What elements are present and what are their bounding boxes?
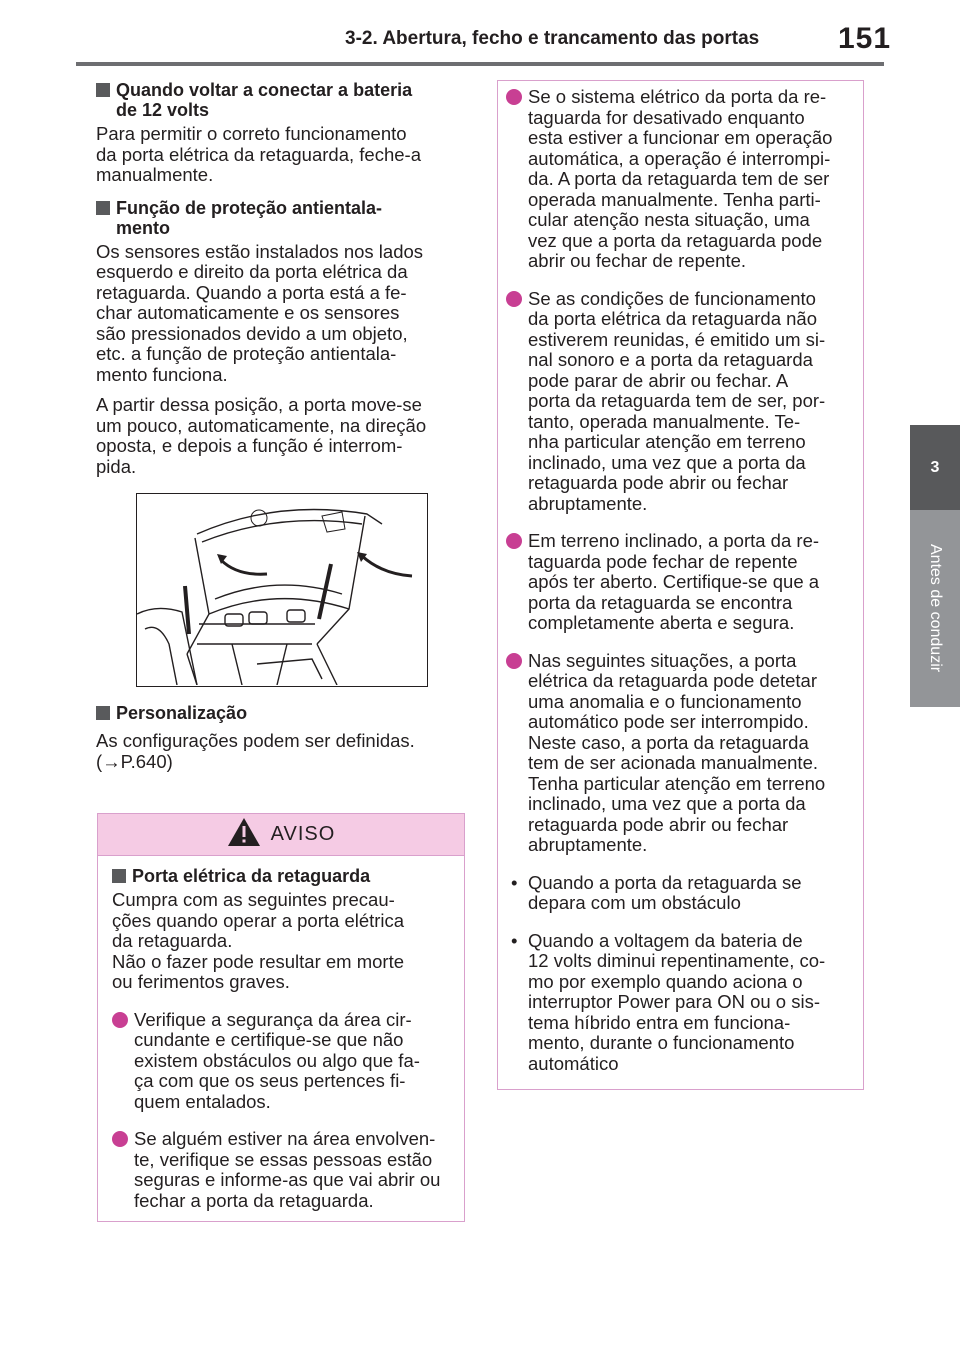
- dash-marker: •: [511, 929, 518, 951]
- text-line: tem de ser acionada manualmente.: [528, 752, 819, 773]
- text-line: Personalização: [116, 703, 248, 723]
- text-line: As configurações podem ser definidas.: [96, 730, 415, 751]
- text-line: depara com um obstáculo: [528, 892, 741, 913]
- text-line: da. A porta da retaguarda tem de ser: [528, 168, 830, 189]
- page-number: 151: [838, 22, 892, 55]
- text-line: nal sonoro e a porta da retaguarda: [528, 349, 813, 370]
- magenta-dot-icon: [112, 1131, 128, 1147]
- warning-intro: [112, 890, 452, 993]
- warning-subheading-text: Porta elétrica da retaguarda: [132, 866, 371, 886]
- warning-dash-item: [506, 873, 853, 914]
- text-line: Tenha particular atenção em terreno: [528, 772, 826, 794]
- text-line: pode parar de abrir ou fechar. A: [528, 369, 789, 391]
- subheading-battery: [96, 80, 468, 120]
- text-line: ou ferimentos graves.: [112, 971, 290, 992]
- text-line: pida.: [96, 455, 137, 477]
- text-line: da porta elétrica da retaguarda, feche-a: [96, 143, 421, 165]
- text-line: quem entalados.: [134, 1090, 271, 1112]
- square-bullet-icon: [96, 83, 110, 97]
- text-line: Se alguém estiver na área envolven-: [134, 1128, 436, 1149]
- magenta-dot-icon: [506, 653, 522, 669]
- text-line: operada manualmente. Tenha parti-: [528, 188, 821, 210]
- text-line: completamente aberta e segura.: [528, 612, 795, 633]
- text-line: etc. a função de proteção antientala-: [96, 343, 397, 364]
- text-line: interruptor Power para ON ou o sis-: [528, 991, 821, 1012]
- text-line: mento, durante o funcionamento: [528, 1032, 795, 1053]
- text-line: retaguarda pode abrir ou fechar: [528, 472, 789, 493]
- text-line: Em terreno inclinado, a porta da re-: [528, 530, 820, 551]
- paragraph-antipinch-reverse: [96, 395, 468, 477]
- text-line: char automaticamente e os sensores: [96, 302, 400, 323]
- warning-subheading: [112, 866, 452, 886]
- text-line: oposta, e depois a função é interrom-: [96, 435, 403, 456]
- text-line: automático: [528, 1052, 619, 1074]
- text-line: Nas seguintes situações, a porta: [528, 649, 797, 671]
- chapter-tab-label: Antes de conduzir: [927, 544, 944, 673]
- text-line: Cumpra com as seguintes precau-: [112, 889, 395, 910]
- text-line: fechar a porta da retaguarda.: [134, 1189, 374, 1211]
- text-line: 12 volts diminui repentinamente, co-: [528, 950, 826, 971]
- text-line: um pouco, automaticamente, na direção: [96, 414, 427, 436]
- text-line: existem obstáculos ou algo que fa-: [134, 1049, 420, 1071]
- subheading-antipinch: [96, 198, 468, 238]
- text-line: Se as condições de funcionamento: [528, 287, 816, 309]
- warning-triangle-icon: [227, 817, 261, 852]
- header-rule: [76, 62, 884, 66]
- text-line: taguarda pode fechar de repente: [528, 550, 798, 572]
- text-line: uma anomalia e o funcionamento: [528, 690, 802, 712]
- magenta-dot-icon: [506, 291, 522, 307]
- warning-bullet: [112, 1129, 452, 1211]
- tailgate-illustration: [136, 493, 428, 687]
- text-line: Quando a voltagem da bateria de: [528, 929, 803, 951]
- warning-dash-item: [506, 931, 853, 1075]
- text-line: Quando voltar a conectar a bateria: [116, 80, 413, 100]
- text-line: manualmente.: [96, 164, 214, 185]
- warning-body: [98, 856, 464, 1211]
- page-reference-link[interactable]: (→P.640): [96, 750, 173, 772]
- text-line: esquerdo e direito da porta elétrica da: [96, 261, 408, 282]
- text-line: inclinado, uma vez que a porta da: [528, 451, 806, 473]
- text-line: esta estiver a funcionar em operação: [528, 127, 833, 148]
- text-line: ções quando operar a porta elétrica: [112, 909, 405, 931]
- text-line: inclinado, uma vez que a porta da: [528, 793, 806, 814]
- paragraph-battery: [96, 124, 468, 186]
- warning-bullet: [506, 531, 853, 634]
- text-line: da retaguarda.: [112, 930, 233, 951]
- text-line: da porta elétrica da retaguarda não: [528, 308, 818, 329]
- text-line: após ter aberto. Certifique-se que a: [528, 571, 820, 592]
- text-line: abruptamente.: [528, 834, 648, 855]
- magenta-dot-icon: [506, 533, 522, 549]
- text-line: Verifique a segurança da área cir-: [134, 1008, 412, 1030]
- text-line: Os sensores estão instalados nos lados: [96, 240, 424, 262]
- text-line: ça com que os seus pertences fi-: [134, 1070, 406, 1091]
- text-line: tema híbrido entra em funciona-: [528, 1011, 791, 1033]
- text-line: Neste caso, a porta da retaguarda: [528, 731, 809, 753]
- paragraph-customization: [96, 731, 468, 772]
- square-bullet-icon: [96, 706, 110, 720]
- warning-bullet: [506, 289, 853, 515]
- text-line: Se o sistema elétrico da porta da re-: [528, 86, 827, 107]
- text-line: nha particular atenção em terreno: [528, 431, 806, 452]
- magenta-dot-icon: [506, 89, 522, 105]
- warning-continuation-box: [497, 80, 864, 1090]
- text-line: porta da retaguarda tem de ser, por-: [528, 390, 826, 411]
- text-line: mo por exemplo quando aciona o: [528, 970, 803, 992]
- text-line: retaguarda pode abrir ou fechar: [528, 813, 789, 835]
- text-line: cundante e certifique-se que não: [134, 1029, 404, 1050]
- tailgate-sensors-drawing: [137, 494, 427, 685]
- text-line: automática, a operação é interrompi-: [528, 147, 831, 169]
- text-line: abrir ou fechar de repente.: [528, 250, 747, 271]
- text-line: porta da retaguarda se encontra: [528, 591, 793, 613]
- subheading-customization: [96, 703, 468, 723]
- square-bullet-icon: [112, 869, 126, 883]
- text-line: são pressionados devido a um objeto,: [96, 322, 408, 344]
- warning-bullet: [506, 87, 853, 272]
- text-line: Função de proteção antientala-: [116, 197, 383, 218]
- text-line: automático pode ser interrompido.: [528, 711, 809, 732]
- subheading-antipinch-text: [116, 198, 382, 238]
- text-line: A partir dessa posição, a porta move-se: [96, 394, 422, 415]
- text-line: retaguarda. Quando a porta está a fe-: [96, 281, 407, 303]
- text-line: cular atenção nesta situação, uma: [528, 209, 810, 230]
- warning-box: [97, 813, 465, 1222]
- chapter-section-title: 3-2. Abertura, fecho e trancamento das portas: [345, 28, 760, 49]
- text-line: seguras e informe-as que vai abrir ou: [134, 1169, 441, 1190]
- warning-bullet: [506, 651, 853, 856]
- warning-bullet: [112, 1010, 452, 1113]
- square-bullet-icon: [96, 201, 110, 215]
- paragraph-antipinch-sensors: [96, 242, 468, 386]
- text-line: estiverem reunidas, é emitido um si-: [528, 328, 826, 350]
- subheading-customization-text: [116, 703, 247, 723]
- magenta-dot-icon: [112, 1012, 128, 1028]
- chapter-tab-number: 3: [910, 425, 960, 510]
- text-line: abruptamente.: [528, 492, 648, 514]
- warning-title: AVISO: [270, 823, 336, 845]
- text-line: mento: [116, 217, 170, 238]
- text-line: Quando a porta da retaguarda se: [528, 871, 802, 893]
- text-line: Para permitir o correto funcionamento: [96, 123, 407, 144]
- text-line: tanto, operada manualmente. Te-: [528, 410, 801, 432]
- text-line: de 12 volts: [116, 100, 210, 120]
- chapter-tab-label-wrap: [910, 510, 960, 707]
- text-line: elétrica da retaguarda pode detetar: [528, 670, 818, 691]
- left-column: [96, 80, 468, 772]
- dash-marker: •: [511, 871, 518, 893]
- text-line: mento funciona.: [96, 363, 228, 385]
- subheading-battery-text: [116, 80, 412, 120]
- warning-header: [98, 814, 464, 856]
- text-line: Não o fazer pode resultar em morte: [112, 950, 405, 972]
- text-line: taguarda for desativado enquanto: [528, 106, 805, 128]
- text-line: te, verifique se essas pessoas estão: [134, 1148, 433, 1170]
- text-line: vez que a porta da retaguarda pode: [528, 229, 823, 251]
